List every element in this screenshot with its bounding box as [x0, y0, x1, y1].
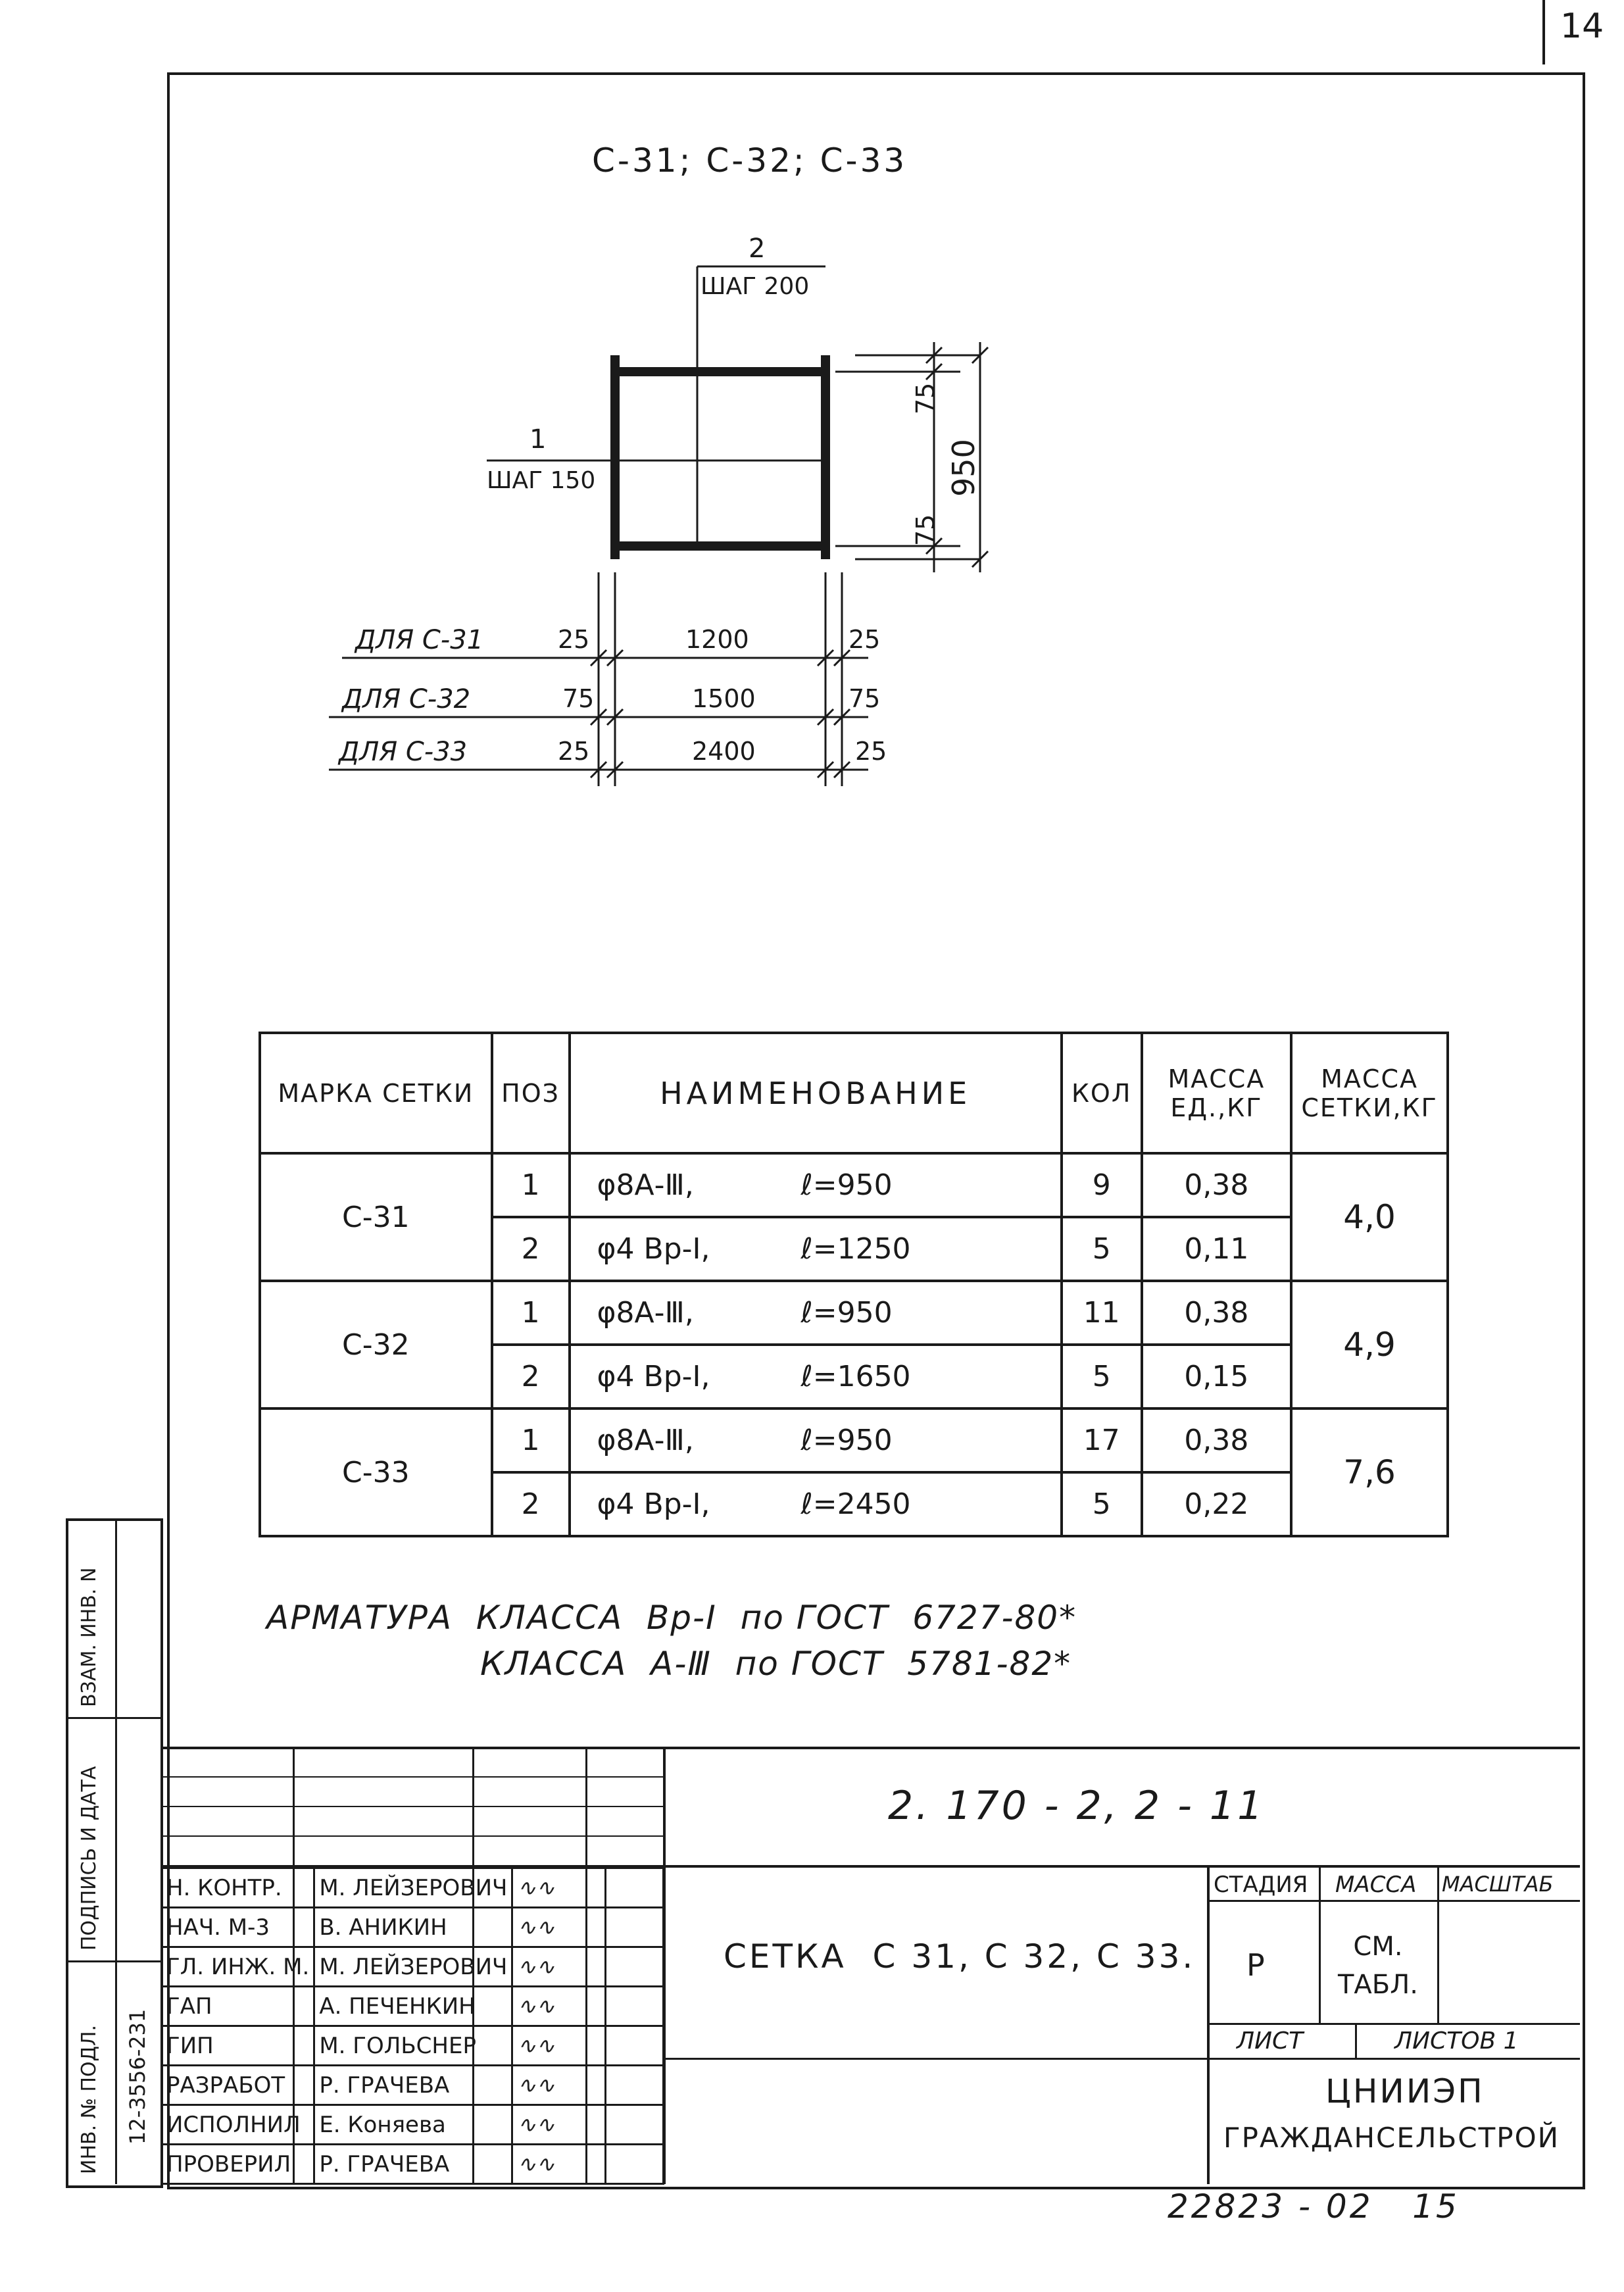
- mass-cell: 0,38: [1142, 1408, 1292, 1472]
- date-cell: [605, 2026, 663, 2066]
- name-cell: φ8А-Ⅲ, ℓ=950: [570, 1153, 1062, 1217]
- header-name: НАИМЕНОВАНИЕ: [570, 1033, 1062, 1153]
- signatory-row: [162, 1908, 664, 1947]
- mesh-sketch: [0, 0, 1624, 822]
- name-cell: φ4 Вр-Ⅰ, ℓ=2450: [570, 1472, 1062, 1536]
- mass-header: МАССА: [1335, 1872, 1417, 1898]
- sheet-number: 14: [1560, 7, 1604, 46]
- qty-cell: 5: [1062, 1217, 1142, 1281]
- item-name: СЕТКА С 31, С 32, С 33.: [724, 1937, 1196, 1976]
- signature: ∿∿: [512, 2105, 606, 2145]
- signatory-name: А. ПЕЧЕНКИН: [314, 1987, 512, 2026]
- signatory-row: [162, 1947, 664, 1987]
- dim-row-1-right: 25: [849, 625, 881, 654]
- pos2-label: 2: [749, 234, 766, 264]
- pos-cell: 2: [492, 1472, 570, 1536]
- qty-cell: 9: [1062, 1153, 1142, 1217]
- dim-row-2-label: ДЛЯ С-32: [342, 684, 471, 714]
- side-vzam-label: ВЗАМ. ИНВ. N: [78, 1567, 101, 1707]
- date-cell: [605, 1868, 663, 1908]
- header-net-mass: МАССА СЕТКИ,КГ: [1291, 1033, 1448, 1153]
- signatory-role: ГИП: [162, 2026, 314, 2066]
- signatory-role: НАЧ. М-3: [162, 1908, 314, 1947]
- net-mass-cell: 4,9: [1291, 1281, 1448, 1408]
- header-qty: КОЛ: [1062, 1033, 1142, 1153]
- note-line-1: АРМАТУРА КЛАССА Вр-Ⅰ по ГОСТ 6727-80*: [266, 1599, 1077, 1637]
- signature: ∿∿: [512, 2066, 606, 2105]
- net-mass-cell: 4,0: [1291, 1153, 1448, 1281]
- signatories-table: [160, 1867, 664, 2185]
- dim-row-2-left: 75: [562, 684, 595, 713]
- mass-value: СМ. ТАБЛ.: [1337, 1931, 1419, 2000]
- dim-row-3-mid: 2400: [692, 737, 756, 766]
- mass-cell: 0,22: [1142, 1472, 1292, 1536]
- title-block-top: [160, 1747, 1580, 1749]
- sheet-label: ЛИСТ: [1237, 2028, 1304, 2055]
- stage-value: Р: [1246, 1947, 1265, 1983]
- net-mass-cell: 7,6: [1291, 1408, 1448, 1536]
- signatory-role: ГАП: [162, 1987, 314, 2026]
- side-inv-value: 12-3556-231: [125, 2008, 150, 2145]
- signatory-name: М. ГОЛЬСНЕР: [314, 2026, 512, 2066]
- signature: ∿∿: [512, 1868, 606, 1908]
- signatory-role: ИСПОЛНИЛ: [162, 2105, 314, 2145]
- drawing-title: С-31; С-32; С-33: [592, 141, 908, 180]
- signature: ∿∿: [512, 2145, 606, 2184]
- note-line-2: КЛАССА А-Ⅲ по ГОСТ 5781-82*: [480, 1645, 1072, 1683]
- signatory-role: ГЛ. ИНЖ. М.: [162, 1947, 314, 1987]
- spec-table: [258, 1032, 1449, 1537]
- dim-row-2-right: 75: [849, 684, 881, 713]
- mass-cell: 0,38: [1142, 1281, 1292, 1345]
- signatory-row: [162, 2105, 664, 2145]
- dim-height-value: 950: [946, 439, 981, 497]
- header-pos: ПОЗ: [492, 1033, 570, 1153]
- date-cell: [605, 2066, 663, 2105]
- dim-top-value: 75: [911, 382, 940, 414]
- pos-cell: 1: [492, 1408, 570, 1472]
- name-cell: φ4 Вр-Ⅰ, ℓ=1650: [570, 1345, 1062, 1408]
- doc-code: 2. 170 - 2, 2 - 11: [888, 1783, 1266, 1829]
- org-name-line-2: ГРАЖДАНСЕЛЬСТРОЙ: [1223, 2122, 1560, 2154]
- mark-cell: С-31: [260, 1153, 492, 1281]
- name-cell: φ8А-Ⅲ, ℓ=950: [570, 1408, 1062, 1472]
- footer-number: 22823 - 02 15: [1168, 2187, 1460, 2226]
- dim-row-1-left: 25: [558, 625, 590, 654]
- table-row: [260, 1153, 1448, 1217]
- side-sign-date-label: ПОДПИСЬ И ДАТА: [78, 1766, 101, 1951]
- stage-header: СТАДИЯ: [1214, 1872, 1308, 1898]
- signatory-role: Н. КОНТР.: [162, 1868, 314, 1908]
- qty-cell: 11: [1062, 1281, 1142, 1345]
- header-mark: МАРКА СЕТКИ: [260, 1033, 492, 1153]
- signature: ∿∿: [512, 1987, 606, 2026]
- mass-cell: 0,15: [1142, 1345, 1292, 1408]
- dim-row-3-right: 25: [855, 737, 887, 766]
- dim-row-3-left: 25: [558, 737, 590, 766]
- date-cell: [605, 1987, 663, 2026]
- pos-cell: 2: [492, 1345, 570, 1408]
- scale-header: МАСШТАБ: [1442, 1872, 1554, 1897]
- signatory-row: [162, 2066, 664, 2105]
- side-inv-podl-label: ИНВ. № ПОДЛ.: [78, 2024, 101, 2174]
- pos1-step: ШАГ 150: [487, 467, 596, 494]
- org-name-line-1: ЦНИИЭП: [1325, 2072, 1485, 2110]
- qty-cell: 5: [1062, 1345, 1142, 1408]
- signatory-name: Е. Коняева: [314, 2105, 512, 2145]
- dim-row-1-mid: 1200: [685, 625, 749, 654]
- pos-cell: 1: [492, 1281, 570, 1345]
- dim-row-3-label: ДЛЯ С-33: [339, 737, 468, 767]
- dim-bottom-value: 75: [911, 514, 940, 546]
- signatory-role: РАЗРАБОТ: [162, 2066, 314, 2105]
- spec-header-row: [260, 1033, 1448, 1153]
- pos-cell: 1: [492, 1153, 570, 1217]
- qty-cell: 5: [1062, 1472, 1142, 1536]
- date-cell: [605, 2105, 663, 2145]
- mass-cell: 0,11: [1142, 1217, 1292, 1281]
- mass-cell: 0,38: [1142, 1153, 1292, 1217]
- header-unit-mass: МАССА ЕД.,КГ: [1142, 1033, 1292, 1153]
- signatory-name: Р. ГРАЧЕВА: [314, 2145, 512, 2184]
- signature: ∿∿: [512, 1947, 606, 1987]
- name-cell: φ4 Вр-Ⅰ, ℓ=1250: [570, 1217, 1062, 1281]
- mesh-outline: [615, 372, 825, 546]
- mark-cell: С-33: [260, 1408, 492, 1536]
- signatory-row: [162, 2145, 664, 2184]
- signatory-name: М. ЛЕЙЗЕРОВИЧ: [314, 1947, 512, 1987]
- pos2-step: ШАГ 200: [701, 273, 810, 300]
- date-cell: [605, 1947, 663, 1987]
- dim-row-2-mid: 1500: [692, 684, 756, 713]
- dim-row-1-label: ДЛЯ С-31: [355, 625, 484, 655]
- signature: ∿∿: [512, 2026, 606, 2066]
- signatory-name: В. АНИКИН: [314, 1908, 512, 1947]
- date-cell: [605, 2145, 663, 2184]
- pos-cell: 2: [492, 1217, 570, 1281]
- pos1-label: 1: [529, 424, 547, 455]
- sheets-label: ЛИСТОВ 1: [1394, 2028, 1519, 2055]
- name-cell: φ8А-Ⅲ, ℓ=950: [570, 1281, 1062, 1345]
- date-cell: [605, 1908, 663, 1947]
- signatory-role: ПРОВЕРИЛ: [162, 2145, 314, 2184]
- signatory-row: [162, 1868, 664, 1908]
- signature: ∿∿: [512, 1908, 606, 1947]
- signatory-name: Р. ГРАЧЕВА: [314, 2066, 512, 2105]
- signatory-row: [162, 1987, 664, 2026]
- mark-cell: С-32: [260, 1281, 492, 1408]
- table-row: [260, 1281, 1448, 1345]
- signatory-name: М. ЛЕЙЗЕРОВИЧ: [314, 1868, 512, 1908]
- signatory-row: [162, 2026, 664, 2066]
- qty-cell: 17: [1062, 1408, 1142, 1472]
- table-row: [260, 1408, 1448, 1472]
